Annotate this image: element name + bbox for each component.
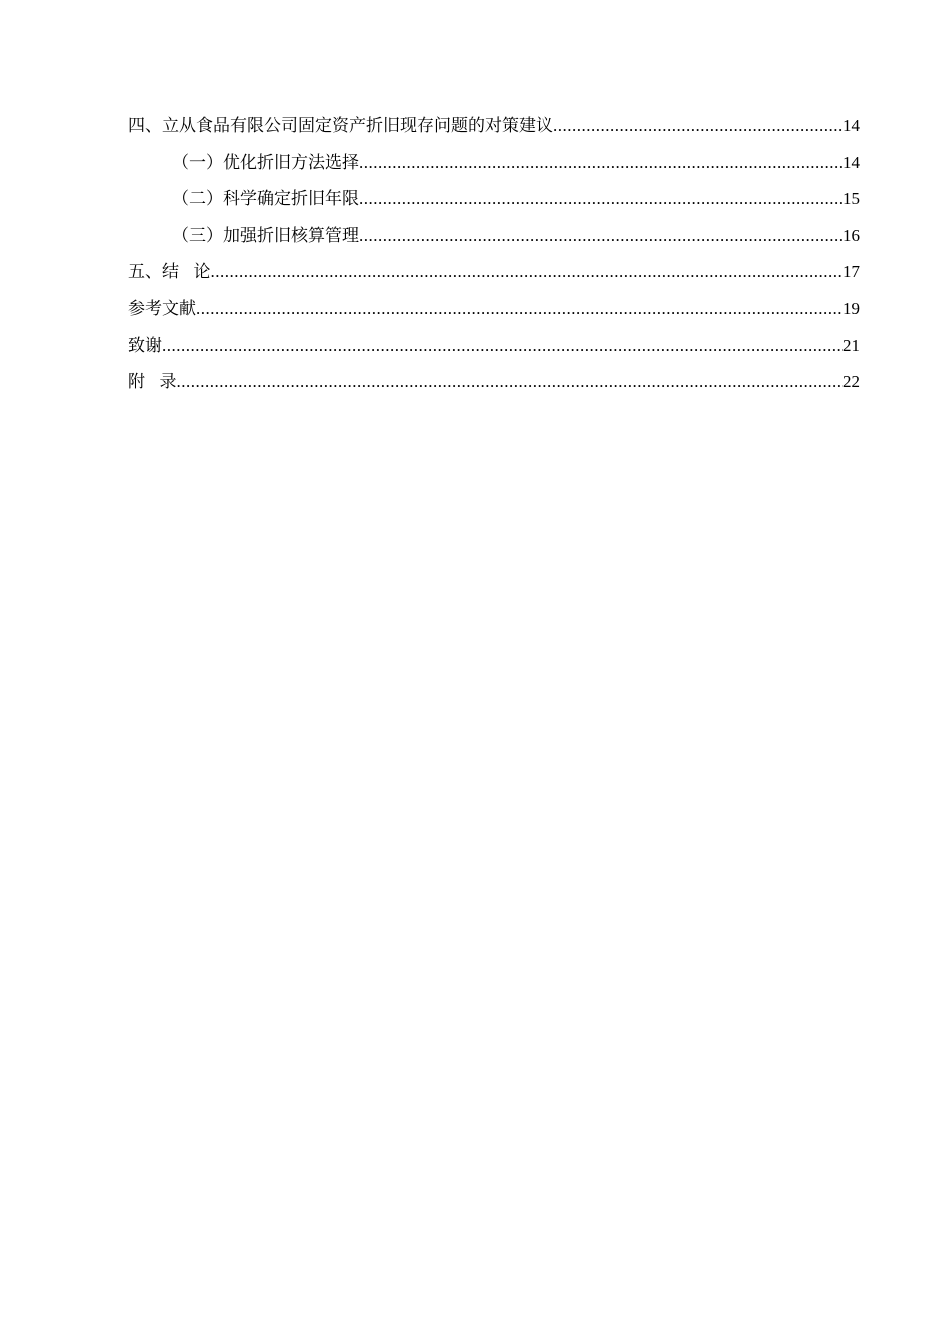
toc-entry-page-number: 22 bbox=[843, 372, 860, 392]
toc-entry-title bbox=[162, 254, 210, 291]
toc-entry-acknowledgements[interactable] bbox=[128, 328, 860, 365]
toc-entry-title: 致谢 bbox=[128, 335, 162, 356]
toc-entry-page-number: 15 bbox=[843, 189, 860, 209]
toc-dot-leader bbox=[359, 218, 843, 255]
toc-entry-references[interactable] bbox=[128, 291, 860, 328]
toc-entry-section-4-3[interactable] bbox=[128, 218, 860, 255]
toc-dot-leader bbox=[210, 254, 843, 291]
toc-entry-section-4-2[interactable] bbox=[128, 181, 860, 218]
toc-entry-page-number: 21 bbox=[843, 335, 860, 355]
toc-entry-page-number: 16 bbox=[843, 225, 860, 245]
toc-entry-title-part: 结 bbox=[162, 262, 194, 283]
toc-entry-title-part: 录 bbox=[159, 372, 177, 393]
table-of-contents bbox=[128, 108, 860, 401]
toc-entry-section-4[interactable] bbox=[128, 108, 860, 145]
toc-entry-title: 优化折旧方法选择 bbox=[223, 152, 359, 173]
toc-dot-leader bbox=[359, 181, 843, 218]
toc-entry-number: 四、 bbox=[128, 116, 162, 136]
toc-entry-title: 立从食品有限公司固定资产折旧现存问题的对策建议 bbox=[162, 116, 553, 136]
toc-entry-section-5-conclusion[interactable] bbox=[128, 254, 860, 291]
toc-entry-number: 五、 bbox=[128, 262, 162, 283]
toc-entry-title-part: 论 bbox=[193, 262, 211, 283]
toc-entry-number: （三） bbox=[172, 225, 223, 246]
toc-dot-leader bbox=[359, 145, 843, 182]
toc-dot-leader bbox=[176, 364, 843, 401]
toc-entry-section-4-1[interactable] bbox=[128, 145, 860, 182]
toc-entry-title: 加强折旧核算管理 bbox=[223, 225, 359, 246]
toc-entry-number: （一） bbox=[172, 152, 223, 173]
toc-entry-page-number: 14 bbox=[843, 152, 860, 172]
toc-entry-number: （二） bbox=[172, 189, 223, 210]
toc-dot-leader bbox=[196, 291, 843, 328]
toc-entry-title: 参考文献 bbox=[128, 298, 196, 319]
toc-entry-title bbox=[128, 364, 176, 401]
toc-entry-title: 科学确定折旧年限 bbox=[223, 189, 359, 210]
toc-dot-leader bbox=[162, 328, 843, 365]
toc-entry-page-number: 14 bbox=[843, 116, 860, 135]
toc-entry-title-part: 附 bbox=[128, 372, 160, 393]
toc-entry-page-number: 19 bbox=[843, 298, 860, 318]
toc-entry-page-number: 17 bbox=[843, 262, 860, 282]
toc-entry-appendix[interactable] bbox=[128, 364, 860, 401]
toc-dot-leader bbox=[553, 108, 843, 145]
